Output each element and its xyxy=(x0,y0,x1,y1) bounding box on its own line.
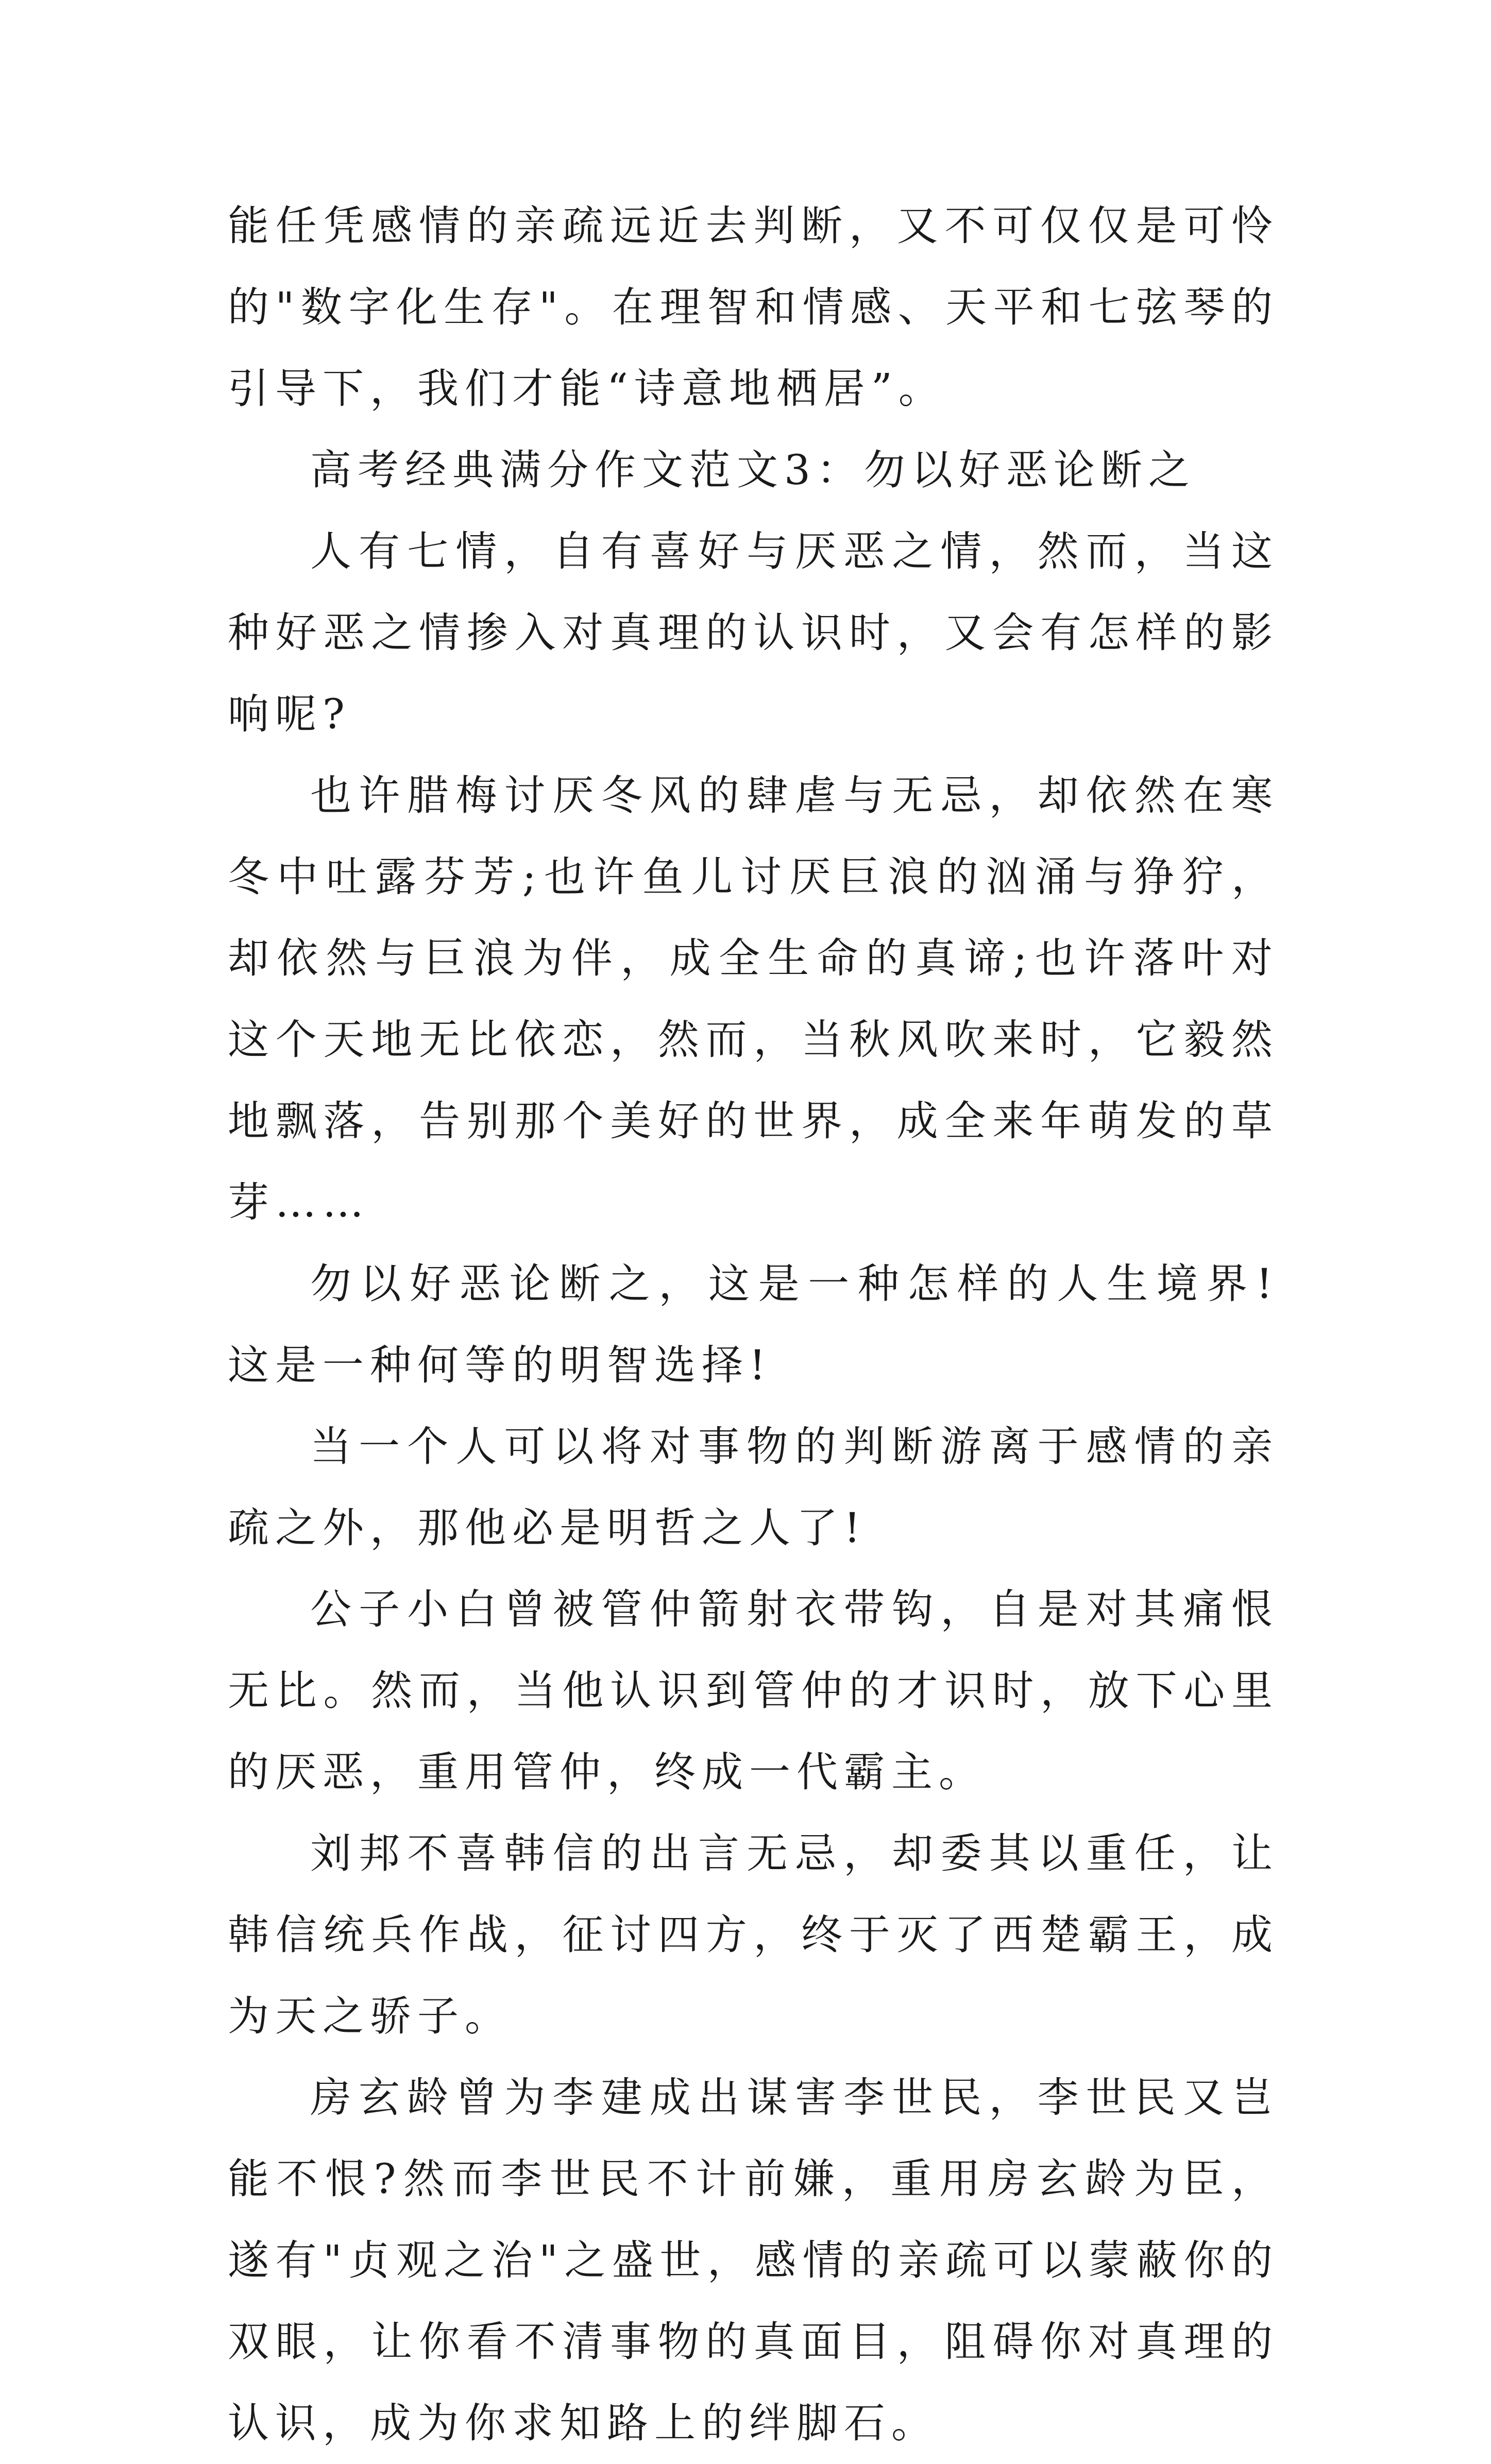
paragraph: 房玄龄曾为李建成出谋害李世民，李世民又岂能不恨?然而李世民不计前嫌，重用房玄龄为臣，遂有"贞观之治"之盛世，感情的亲疏可以蒙蔽你的双眼，让你看不清事物的真面目，阻碍你对真理的认识，成为你求知路上的绊脚石。 xyxy=(228,2074,1279,2447)
paragraph: 也许腊梅讨厌冬风的肆虐与无忌，却依然在寒冬中吐露芬芳;也许鱼儿讨厌巨浪的汹涌与狰狞，却依然与巨浪为伴，成全生命的真谛;也许落叶对这个天地无比依恋，然而，当秋风吹来时，它毅然地飘落，告别那个美好的世界，成全来年萌发的草芽…… xyxy=(228,772,1279,1226)
paragraph: 公子小白曾被管仲箭射衣带钩，自是对其痛恨无比。然而，当他认识到管仲的才识时，放下心里的厌恶，重用管仲，终成一代霸主。 xyxy=(228,1585,1279,1796)
paragraph-continuation: 能任凭感情的亲疏远近去判断，又不可仅仅是可怜的"数字化生存"。在理智和情感、天平和七弦琴的引导下，我们才能“诗意地栖居”。 xyxy=(228,202,1279,413)
document-page xyxy=(228,185,1279,2464)
paragraph: 当一个人可以将对事物的判断游离于感情的亲疏之外，那他必是明哲之人了! xyxy=(228,1423,1279,1552)
paragraph: 刘邦不喜韩信的出言无忌，却委其以重任，让韩信统兵作战，征讨四方，终于灭了西楚霸王，成为天之骄子。 xyxy=(228,1829,1279,2040)
paragraph: 人有七情，自有喜好与厌恶之情，然而，当这种好恶之情掺入对真理的认识时，又会有怎样的影响呢? xyxy=(228,527,1279,738)
essay-heading: 高考经典满分作文范文3：勿以好恶论断之 xyxy=(310,446,1196,494)
paragraph: 勿以好恶论断之，这是一种怎样的人生境界!这是一种何等的明智选择! xyxy=(228,1260,1279,1389)
